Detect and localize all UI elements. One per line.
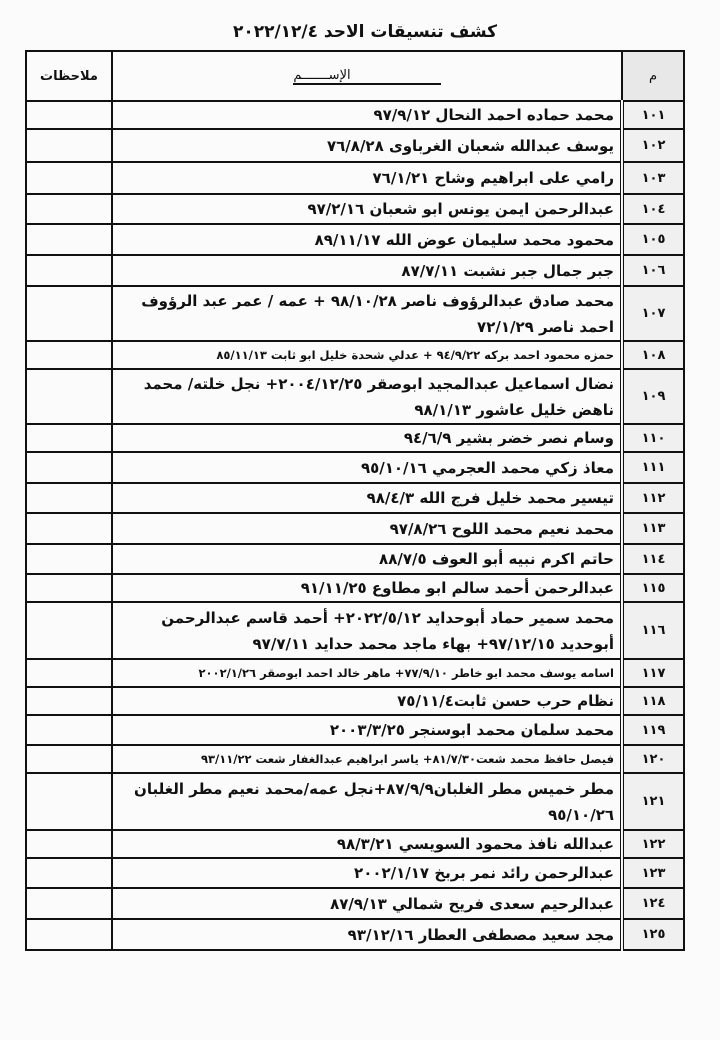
table-row — [26, 574, 684, 602]
row-notes — [26, 101, 112, 129]
row-number: ١٢٣ — [622, 858, 684, 888]
row-name: محمود محمد سليمان عوض الله ٨٩/١١/١٧ — [112, 224, 622, 255]
names-table — [25, 50, 685, 951]
row-number: ١٠٥ — [622, 224, 684, 255]
row-number: ١١٥ — [622, 574, 684, 602]
row-number: ١٢٤ — [622, 888, 684, 919]
table-row — [26, 162, 684, 194]
row-name: عبدالرحمن رائد نمر بربخ ٢٠٠٢/١/١٧ — [112, 858, 622, 888]
table-row — [26, 255, 684, 286]
row-number: ١٠٣ — [622, 162, 684, 194]
row-name: مطر خميس مطر الغلبان٨٧/٩/٩+نجل عمه/محمد نعيم مطر الغلبان ٩٥/١٠/٢٦ — [112, 773, 622, 830]
row-name: اسامه يوسف محمد ابو خاطر ٧٧/٩/١٠+ ماهر خالد احمد ابوصقر ٢٠٠٢/١/٢٦ — [112, 659, 622, 687]
row-notes — [26, 919, 112, 950]
row-number: ١١٩ — [622, 715, 684, 745]
row-name: عبدالرحمن ايمن يونس ابو شعبان ٩٧/٢/١٦ — [112, 194, 622, 224]
header-notes: ملاحظات — [26, 51, 112, 101]
row-notes — [26, 129, 112, 162]
row-number: ١٢١ — [622, 773, 684, 830]
row-number: ١٠٧ — [622, 286, 684, 341]
row-notes — [26, 452, 112, 483]
row-notes — [26, 286, 112, 341]
row-notes — [26, 369, 112, 424]
row-notes — [26, 341, 112, 369]
table-row — [26, 687, 684, 715]
row-number: ١١٠ — [622, 424, 684, 452]
row-name: جبر جمال جبر نشبت ٨٧/٧/١١ — [112, 255, 622, 286]
row-name: عبدالرحمن أحمد سالم ابو مطاوع ٩١/١١/٢٥ — [112, 574, 622, 602]
row-number: ١١٢ — [622, 483, 684, 513]
row-name: محمد سمير حماد أبوحدايد ٢٠٢٢/٥/١٢+ أحمد قاسم عبدالرحمن أبوحديد ٩٧/١٢/١٥+ بهاء ماجد محمد حدايد ٩٧/٧/١١ — [112, 602, 622, 659]
row-number: ١١٣ — [622, 513, 684, 544]
table-row — [26, 101, 684, 129]
table-row — [26, 888, 684, 919]
row-name: وسام نصر خضر بشير ٩٤/٦/٩ — [112, 424, 622, 452]
row-name: حاتم اكرم نبيه أبو العوف ٨٨/٧/٥ — [112, 544, 622, 574]
table-row — [26, 129, 684, 162]
row-number: ١٠٩ — [622, 369, 684, 424]
row-name: تيسير محمد خليل فرج الله ٩٨/٤/٣ — [112, 483, 622, 513]
table-row — [26, 452, 684, 483]
row-notes — [26, 830, 112, 858]
row-name: عبدالله نافذ محمود السويسي ٩٨/٣/٢١ — [112, 830, 622, 858]
row-name: نضال اسماعيل عبدالمجيد ابوصقر ٢٠٠٤/١٢/٢٥+ نجل خلته/ محمد ناهض خليل عاشور ٩٨/١/١٣ — [112, 369, 622, 424]
row-number: ١١٦ — [622, 602, 684, 659]
table-row — [26, 286, 684, 341]
table-row — [26, 602, 684, 659]
table-row — [26, 369, 684, 424]
table-row — [26, 194, 684, 224]
table-row — [26, 745, 684, 773]
row-name: محمد نعيم محمد اللوح ٩٧/٨/٢٦ — [112, 513, 622, 544]
row-number: ١١٧ — [622, 659, 684, 687]
row-notes — [26, 513, 112, 544]
row-number: ١١٤ — [622, 544, 684, 574]
table-row — [26, 424, 684, 452]
table-row — [26, 659, 684, 687]
row-number: ١١١ — [622, 452, 684, 483]
row-notes — [26, 602, 112, 659]
row-notes — [26, 194, 112, 224]
row-number: ١١٨ — [622, 687, 684, 715]
row-name: عبدالرحيم سعدى فريح شمالي ٨٧/٩/١٣ — [112, 888, 622, 919]
table-row — [26, 341, 684, 369]
row-name: معاذ زكي محمد العجرمي ٩٥/١٠/١٦ — [112, 452, 622, 483]
row-name: نظام حرب حسن ثابت٧٥/١١/٤ — [112, 687, 622, 715]
row-name: محمد صادق عبدالرؤوف ناصر ٩٨/١٠/٢٨ + عمه / عمر عبد الرؤوف احمد ناصر ٧٢/١/٢٩ — [112, 286, 622, 341]
row-number: ١٠٦ — [622, 255, 684, 286]
row-number: ١٠٤ — [622, 194, 684, 224]
row-notes — [26, 773, 112, 830]
row-number: ١٠٢ — [622, 129, 684, 162]
row-number: ١٠٨ — [622, 341, 684, 369]
table-row — [26, 483, 684, 513]
table-row — [26, 773, 684, 830]
row-notes — [26, 483, 112, 513]
document-title: كشف تنسيقات الاحد ٢٠٢٢/١٢/٤ — [232, 22, 498, 42]
row-number: ١٢٠ — [622, 745, 684, 773]
table-row — [26, 858, 684, 888]
row-notes — [26, 255, 112, 286]
header-number: م — [622, 51, 684, 101]
row-name: محمد سلمان محمد ابوسنجر ٢٠٠٣/٣/٢٥ — [112, 715, 622, 745]
table-row — [26, 513, 684, 544]
row-name: يوسف عبدالله شعبان الغرباوى ٧٦/٨/٢٨ — [112, 129, 622, 162]
row-number: ١٢٥ — [622, 919, 684, 950]
header-name — [112, 51, 622, 101]
row-number: ١٢٢ — [622, 830, 684, 858]
table-header-row — [26, 51, 684, 101]
row-name: مجد سعيد مصطفى العطار ٩٣/١٢/١٦ — [112, 919, 622, 950]
row-notes — [26, 574, 112, 602]
row-notes — [26, 687, 112, 715]
table-row — [26, 224, 684, 255]
row-notes — [26, 745, 112, 773]
row-notes — [26, 888, 112, 919]
row-notes — [26, 162, 112, 194]
row-notes — [26, 224, 112, 255]
row-notes — [26, 659, 112, 687]
row-name: محمد حماده احمد النحال ٩٧/٩/١٢ — [112, 101, 622, 129]
row-notes — [26, 424, 112, 452]
row-name: فيصل حافظ محمد شعت٨١/٧/٣٠+ ياسر ابراهيم عبدالغفار شعت ٩٣/١١/٢٢ — [112, 745, 622, 773]
row-name: رامي على ابراهيم وشاح ٧٦/١/٢١ — [112, 162, 622, 194]
header-name-label: الإســـــــم — [293, 68, 440, 85]
table-row — [26, 919, 684, 950]
row-notes — [26, 715, 112, 745]
row-number: ١٠١ — [622, 101, 684, 129]
row-notes — [26, 544, 112, 574]
table-row — [26, 544, 684, 574]
row-name: حمزه محمود احمد بركه ٩٤/٩/٢٢ + عدلي شحدة خليل ابو ثابت ٨٥/١١/١٣ — [112, 341, 622, 369]
table-row — [26, 830, 684, 858]
row-notes — [26, 858, 112, 888]
table-row — [26, 715, 684, 745]
